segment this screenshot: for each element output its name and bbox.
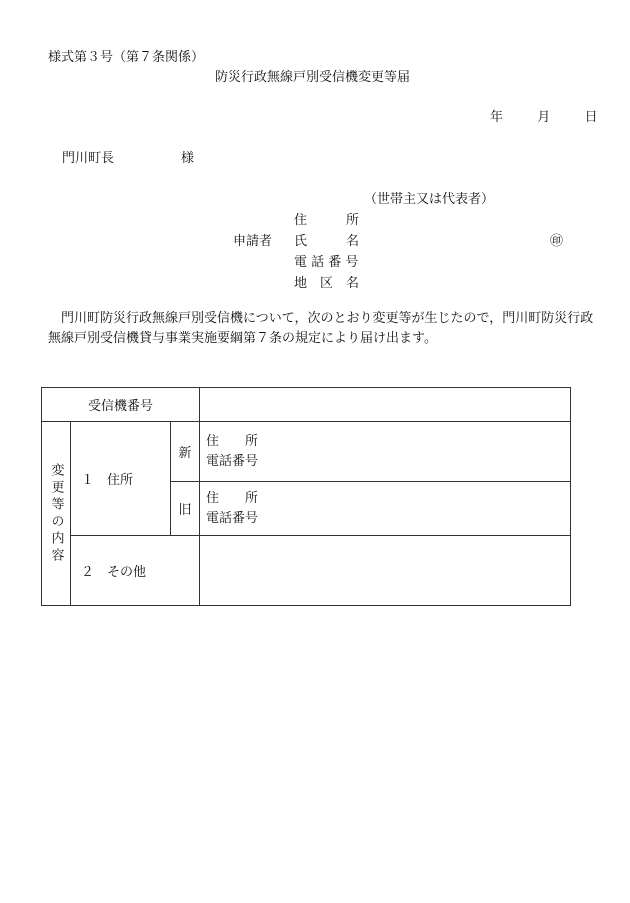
addressee-honorific: 様 [181, 151, 195, 166]
other-item-label: ２ その他 [71, 536, 200, 606]
applicant-note: （世帯主又は代表者） [364, 192, 495, 207]
change-details-label: 変更等の内容 [42, 422, 71, 606]
document-title: 防災行政無線戸別受信機変更等届 [215, 70, 411, 85]
applicant-label: 申請者 [233, 234, 273, 249]
old-address-field-label: 住 所 [206, 490, 259, 506]
addressee-name: 門川町長 [62, 151, 115, 166]
new-address-field-label: 住 所 [206, 433, 259, 449]
date-day: 日 [584, 110, 598, 125]
old-label: 旧 [171, 482, 200, 536]
form-number: 様式第３号（第７条関係） [48, 50, 205, 65]
new-label: 新 [171, 422, 200, 482]
date-year: 年 [490, 110, 504, 125]
change-details-table [41, 387, 571, 606]
applicant-phone-label: 電 話 番 号 [294, 255, 359, 270]
date-month: 月 [537, 110, 551, 125]
receiver-number-label: 受信機番号 [42, 388, 200, 422]
date-line [490, 110, 598, 126]
new-address-cell[interactable] [200, 422, 571, 482]
old-phone-field-label: 電話番号 [206, 510, 259, 526]
applicant-address-label: 住 所 [294, 213, 360, 228]
body-text: 門川町防災行政無線戸別受信機について，次のとおり変更等が生じたので，門川町防災行政無線戸別受信機貸与事業実施要綱第７条の規定により届け出ます。 [48, 311, 594, 346]
address-item-label: １ 住所 [71, 422, 171, 536]
applicant-district-label: 地 区 名 [294, 276, 360, 291]
seal-mark: ㊞ [550, 234, 564, 249]
applicant-name-label: 氏 名 [294, 234, 360, 249]
old-address-cell[interactable] [200, 482, 571, 536]
receiver-number-value[interactable] [200, 388, 571, 422]
new-phone-field-label: 電話番号 [206, 453, 259, 469]
other-item-value[interactable] [200, 536, 571, 606]
